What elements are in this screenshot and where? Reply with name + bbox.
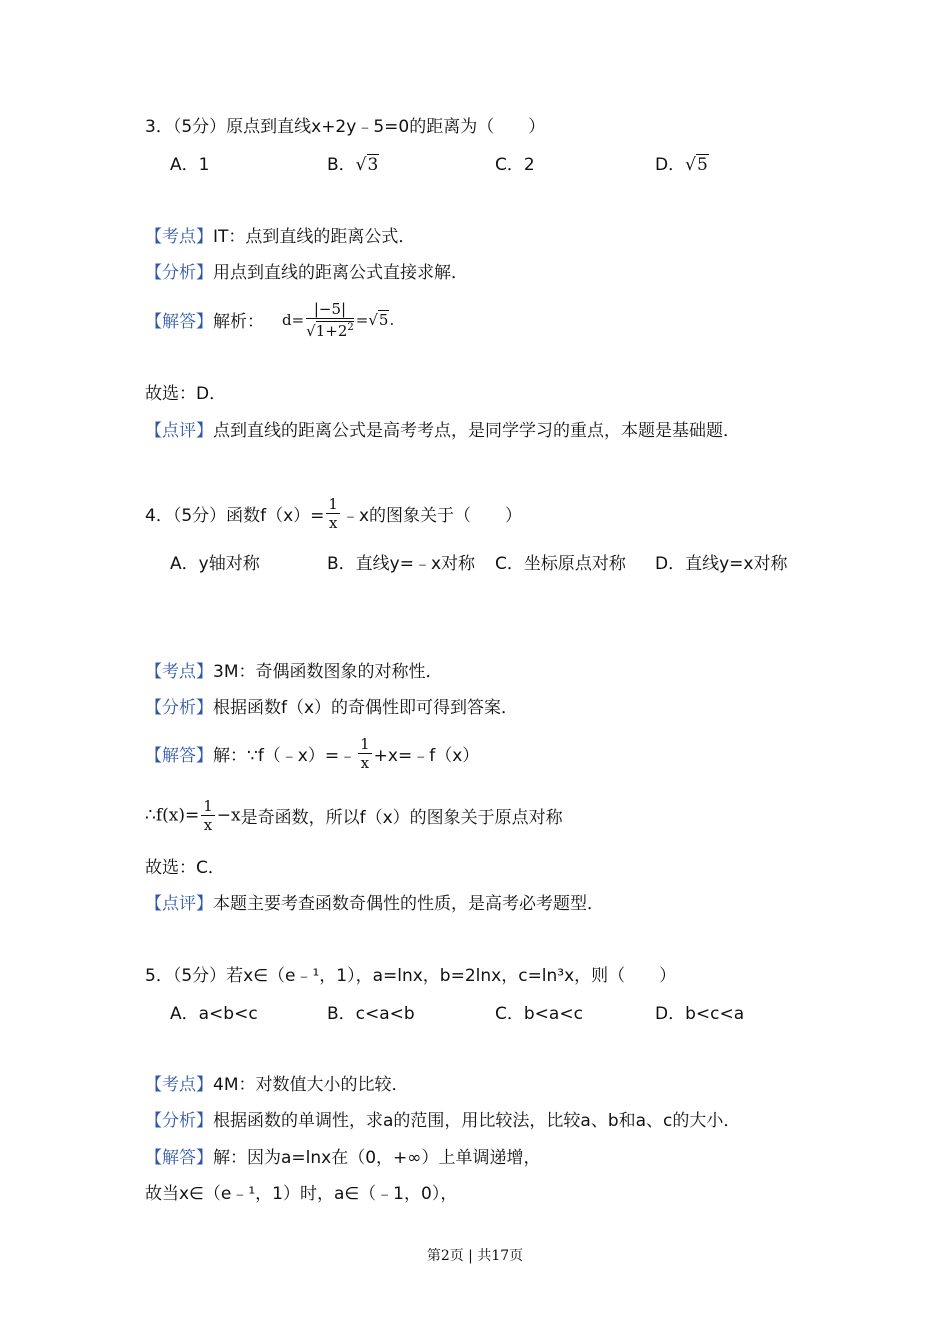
q3-fenxi: 【分析】用点到直线的距离公式直接求解．: [145, 263, 468, 283]
q3-answer: 故选：D．: [145, 384, 227, 404]
q5-option-a: A．a<b<c: [170, 1004, 258, 1024]
q5-kaodian: 【考点】4M：对数值大小的比较．: [145, 1075, 409, 1095]
q3-dianping: 【点评】点到直线的距离公式是高考考点，是同学学习的重点，本题是基础题．: [145, 421, 740, 441]
q5-jieda-line2: 故当x∈（e﹣¹，1）时，a∈（﹣1，0），: [145, 1184, 458, 1204]
q3-option-d: D．√5: [655, 155, 708, 175]
q4-jieda: 【解答】解：∵f（﹣x）=﹣ $\frac{1}{x}$ +x=﹣f（x）: [145, 735, 480, 772]
q5-stem: 5．（5分）若x∈（e﹣¹，1），a=lnx，b=2lnx，c=ln³x，则（ ）: [145, 966, 677, 986]
q3-jieda: 【解答】解析：: [145, 312, 264, 332]
q5-jieda: 【解答】解：因为a=lnx在（0，+∞）上单调递增，: [145, 1148, 541, 1168]
q3-option-a: A．1: [170, 155, 210, 175]
page-footer: 第2页 | 共17页: [426, 1248, 524, 1264]
q4-answer: 故选：C．: [145, 858, 225, 878]
q4-therefore: ∴f(x)= $\frac{1}{x}$ −x是奇函数，所以f（x）的图象关于原点对称: [145, 797, 563, 834]
q3-kaodian: 【考点】IT：点到直线的距离公式．: [145, 227, 416, 247]
q5-option-b: B．c<a<b: [327, 1004, 415, 1024]
q4-dianping: 【点评】本题主要考查函数奇偶性的性质，是高考必考题型．: [145, 894, 604, 914]
q4-kaodian: 【考点】3M：奇偶函数图象的对称性．: [145, 662, 443, 682]
q5-fenxi: 【分析】根据函数的单调性，求a的范围，用比较法，比较a、b和a、c的大小．: [145, 1111, 741, 1131]
q3-distance-formula: d= $\frac{|-5|}{√1+2^2}$ =√5.: [282, 300, 395, 340]
q3-option-c: C．2: [495, 155, 535, 175]
q4-stem: 4．（5分）函数f（x）= $\frac{1}{x}$ ﹣x的图象关于（ ）: [145, 495, 523, 532]
q4-fenxi: 【分析】根据函数f（x）的奇偶性即可得到答案．: [145, 698, 519, 718]
q5-option-d: D．b<c<a: [655, 1004, 745, 1024]
q4-option-c: C．坐标原点对称: [495, 554, 626, 574]
q4-option-d: D．直线y=x对称: [655, 554, 788, 574]
q3-stem: 3．（5分）原点到直线x+2y﹣5=0的距离为（ ）: [145, 117, 546, 137]
q4-option-a: A．y轴对称: [170, 554, 260, 574]
q3-option-b: B．√3: [327, 155, 379, 175]
q5-option-c: C．b<a<c: [495, 1004, 583, 1024]
q4-option-b: B．直线y=﹣x对称: [327, 554, 476, 574]
